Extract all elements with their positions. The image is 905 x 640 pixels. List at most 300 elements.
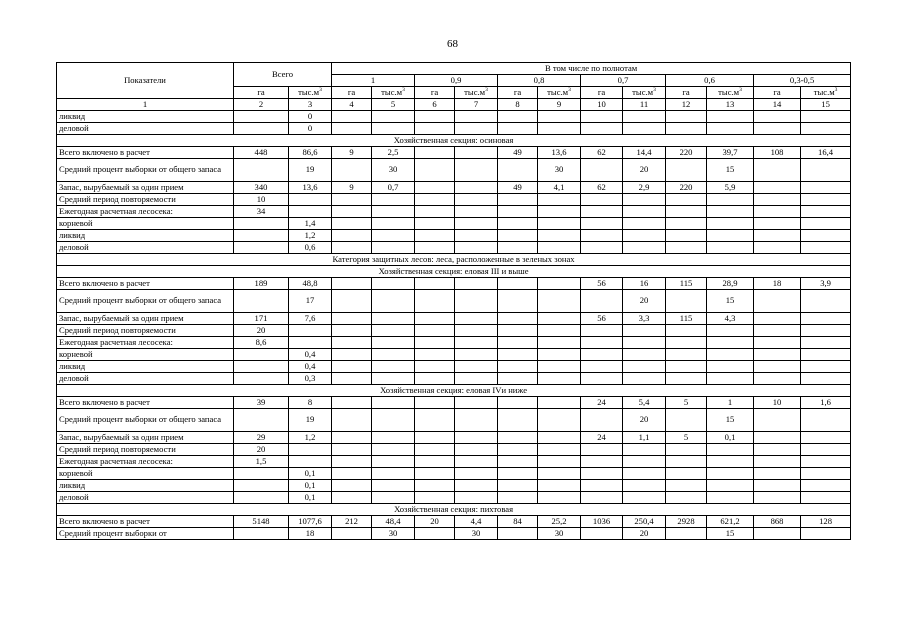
table-cell [455,373,498,385]
table-cell [415,290,455,313]
table-cell [623,111,666,123]
table-cell: 4,1 [538,182,581,194]
table-cell: 9 [332,147,372,159]
table-cell [289,444,332,456]
table-cell [538,194,581,206]
table-cell [332,278,372,290]
table-cell: 19 [289,409,332,432]
table-cell [754,528,801,540]
unit-thous-m3 [623,87,666,99]
table-cell [332,444,372,456]
section-row [57,135,851,147]
table-cell: 20 [623,159,666,182]
column-number: 2 [234,99,289,111]
table-cell [666,206,707,218]
table-cell [801,444,851,456]
table-cell [754,409,801,432]
table-cell [415,278,455,290]
table-row [57,182,851,194]
section-row [57,504,851,516]
table-cell [372,278,415,290]
table-cell [372,230,415,242]
table-cell [372,492,415,504]
table-cell [707,111,754,123]
table-cell [234,492,289,504]
table-cell [498,397,538,409]
table-cell: 0,1 [707,432,754,444]
table-cell [754,444,801,456]
table-cell [707,194,754,206]
table-cell: 212 [332,516,372,528]
table-cell [707,230,754,242]
table-cell [801,456,851,468]
table-cell [623,456,666,468]
table-cell [666,194,707,206]
table-cell [455,337,498,349]
unit-thous-label: тыс.м [813,86,835,97]
unit-ha: га [666,87,707,99]
table-cell: 250,4 [623,516,666,528]
table-cell [415,444,455,456]
table-cell [498,123,538,135]
table-cell [538,349,581,361]
row-label: Всего включено в расчет [57,278,234,290]
table-row [57,456,851,468]
table-cell [623,242,666,254]
unit-thous-m3 [372,87,415,99]
table-cell: 13,6 [289,182,332,194]
table-cell [455,290,498,313]
table-cell: 28,9 [707,278,754,290]
table-cell [801,492,851,504]
table-cell [707,468,754,480]
table-cell [707,349,754,361]
table-cell: 15 [707,528,754,540]
table-cell: 49 [498,147,538,159]
table-cell [455,325,498,337]
density-0-9: 0,9 [415,75,498,87]
table-cell [332,123,372,135]
table-cell [415,159,455,182]
table-cell [372,194,415,206]
table-row [57,516,851,528]
section-row [57,254,851,266]
table-cell [666,123,707,135]
table-cell [455,123,498,135]
table-cell [707,218,754,230]
table-cell [581,456,623,468]
table-cell: 13,6 [538,147,581,159]
table-cell: 48,8 [289,278,332,290]
table-row [57,242,851,254]
table-cell [666,492,707,504]
table-cell [707,373,754,385]
table-cell [754,480,801,492]
table-cell [498,194,538,206]
table-cell [498,432,538,444]
table-cell [754,111,801,123]
table-row [57,278,851,290]
table-cell [581,349,623,361]
column-number: 1 [57,99,234,111]
table-cell [801,230,851,242]
table-cell: 1,4 [289,218,332,230]
table-cell: 0,1 [289,468,332,480]
section-title: Хозяйственная секция: еловая III и выше [57,266,851,278]
table-cell [754,325,801,337]
table-cell [372,313,415,325]
table-cell [754,242,801,254]
table-cell [234,468,289,480]
table-cell [581,159,623,182]
table-cell: 0,4 [289,349,332,361]
table-cell [801,528,851,540]
table-cell [332,337,372,349]
row-label: корневой [57,218,234,230]
table-cell [666,480,707,492]
row-label: Средний процент выборки от общего запаса [57,290,234,313]
table-cell [234,409,289,432]
table-cell [332,373,372,385]
table-cell [372,290,415,313]
table-cell [538,278,581,290]
table-cell [581,444,623,456]
table-row [57,468,851,480]
table-cell [581,242,623,254]
table-cell [538,242,581,254]
table-cell [332,432,372,444]
table-cell [289,194,332,206]
table-cell [372,409,415,432]
table-cell [581,325,623,337]
unit-superscript: 3 [402,86,405,93]
column-number: 10 [581,99,623,111]
table-cell [415,147,455,159]
table-cell [754,159,801,182]
table-cell [538,218,581,230]
table-cell [332,159,372,182]
table-cell [455,492,498,504]
table-row [57,492,851,504]
table-cell: 340 [234,182,289,194]
table-cell [801,159,851,182]
table-cell [707,444,754,456]
table-cell [332,361,372,373]
table-cell [498,206,538,218]
table-cell [332,242,372,254]
table-cell: 4,3 [707,313,754,325]
table-cell [498,159,538,182]
table-row [57,337,851,349]
table-cell [415,456,455,468]
header-indicators: Показатели [57,63,234,99]
table-cell [332,409,372,432]
table-cell [623,361,666,373]
table-cell [455,278,498,290]
row-label: ликвид [57,361,234,373]
table-cell: 1,6 [801,397,851,409]
table-cell: 2,9 [623,182,666,194]
section-title: Хозяйственная секция: пихтовая [57,504,851,516]
table-cell [498,456,538,468]
table-cell: 84 [498,516,538,528]
table-cell: 14,4 [623,147,666,159]
table-cell [538,290,581,313]
table-cell: 1,5 [234,456,289,468]
table-cell: 56 [581,278,623,290]
table-cell [455,468,498,480]
table-cell [707,337,754,349]
table-row [57,111,851,123]
table-cell: 30 [455,528,498,540]
table-cell: 86,6 [289,147,332,159]
table-cell: 115 [666,278,707,290]
table-cell: 16 [623,278,666,290]
table-cell [623,444,666,456]
unit-thous-label: тыс.м [464,86,486,97]
table-cell [707,206,754,218]
table-cell [455,361,498,373]
table-cell [415,206,455,218]
unit-thous-label: тыс.м [298,86,320,97]
column-number: 3 [289,99,332,111]
table-cell [372,456,415,468]
table-cell [707,123,754,135]
table-cell [623,480,666,492]
section-row [57,266,851,278]
table-cell: 20 [234,325,289,337]
table-cell [581,123,623,135]
table-cell [455,444,498,456]
table-cell: 189 [234,278,289,290]
table-cell [332,194,372,206]
table-cell [332,468,372,480]
table-cell [415,325,455,337]
table-row [57,123,851,135]
table-cell: 115 [666,313,707,325]
table-cell [372,218,415,230]
column-number: 4 [332,99,372,111]
row-label: деловой [57,123,234,135]
table-cell [415,123,455,135]
table-cell [372,480,415,492]
table-cell [332,397,372,409]
unit-thous-label: тыс.м [718,86,740,97]
table-cell: 30 [372,159,415,182]
table-cell [754,373,801,385]
table-cell [754,206,801,218]
table-cell [666,349,707,361]
table-cell [754,123,801,135]
table-cell [581,409,623,432]
row-label: деловой [57,242,234,254]
table-cell [538,123,581,135]
section-title: Категория защитных лесов: леса, расположенные в зеленых зонах [57,254,851,266]
table-cell [801,409,851,432]
row-label: Средний период повторяемости [57,444,234,456]
table-cell [415,492,455,504]
table-cell [498,444,538,456]
table-cell [666,528,707,540]
table-cell [372,206,415,218]
table-cell [801,480,851,492]
table-cell [623,123,666,135]
table-cell [415,218,455,230]
table-cell: 108 [754,147,801,159]
unit-superscript: 3 [653,86,656,93]
table-cell: 8 [289,397,332,409]
table-cell [455,242,498,254]
table-cell [455,194,498,206]
row-label: Запас, вырубаемый за один прием [57,432,234,444]
unit-thous-label: тыс.м [547,86,569,97]
column-number: 5 [372,99,415,111]
table-cell: 1,1 [623,432,666,444]
table-cell: 1 [707,397,754,409]
page-number: 68 [447,38,458,50]
table-cell [498,409,538,432]
table-cell [538,432,581,444]
row-label: ликвид [57,230,234,242]
row-label: Ежегодная расчетная лесосека: [57,456,234,468]
row-label: Ежегодная расчетная лесосека: [57,206,234,218]
table-row [57,373,851,385]
unit-thous-m3 [538,87,581,99]
row-label: корневой [57,468,234,480]
row-label: Средний период повторяемости [57,325,234,337]
table-cell [332,480,372,492]
table-cell [666,218,707,230]
table-cell [538,313,581,325]
table-cell [372,361,415,373]
table-cell [234,373,289,385]
table-cell: 5148 [234,516,289,528]
table-cell [372,242,415,254]
table-cell [498,480,538,492]
table-row [57,409,851,432]
table-cell [666,337,707,349]
table-cell: 17 [289,290,332,313]
table-cell [754,194,801,206]
table-cell [801,361,851,373]
table-cell [623,325,666,337]
column-number: 12 [666,99,707,111]
table-cell [754,361,801,373]
table-cell [801,468,851,480]
table-cell: 128 [801,516,851,528]
table-cell: 0,3 [289,373,332,385]
table-cell [372,123,415,135]
column-number: 7 [455,99,498,111]
table-cell [581,337,623,349]
column-number: 9 [538,99,581,111]
column-number: 14 [754,99,801,111]
table-cell [289,206,332,218]
table-cell [623,492,666,504]
header-row-1 [57,63,851,75]
table-cell [372,468,415,480]
table-cell: 24 [581,397,623,409]
table-cell: 2928 [666,516,707,528]
table-cell [332,456,372,468]
table-cell [498,218,538,230]
table-cell: 15 [707,159,754,182]
unit-ha: га [498,87,538,99]
table-cell [234,111,289,123]
table-row [57,147,851,159]
table-cell [498,337,538,349]
table-cell: 3,9 [801,278,851,290]
table-cell [455,147,498,159]
table-cell [623,194,666,206]
table-cell [234,123,289,135]
table-cell: 220 [666,147,707,159]
table-row [57,325,851,337]
table-cell: 868 [754,516,801,528]
table-cell: 8,6 [234,337,289,349]
table-cell [455,480,498,492]
table-cell [234,528,289,540]
table-cell [754,456,801,468]
density-0-6: 0,6 [666,75,754,87]
table-cell [754,182,801,194]
table-cell: 4,4 [455,516,498,528]
table-cell [623,349,666,361]
table-cell [623,373,666,385]
table-cell [623,218,666,230]
unit-superscript: 3 [568,86,571,93]
table-cell [372,444,415,456]
table-cell: 16,4 [801,147,851,159]
table-cell: 20 [415,516,455,528]
table-cell [498,230,538,242]
table-cell [801,218,851,230]
table-cell [332,492,372,504]
table-cell [666,159,707,182]
column-number: 11 [623,99,666,111]
table-cell [538,444,581,456]
table-cell: 15 [707,290,754,313]
column-number: 8 [498,99,538,111]
table-row [57,290,851,313]
table-cell [538,409,581,432]
table-cell: 171 [234,313,289,325]
table-cell [581,206,623,218]
table-cell [707,480,754,492]
table-cell: 2,5 [372,147,415,159]
table-cell [234,349,289,361]
table-cell: 39 [234,397,289,409]
table-row [57,432,851,444]
table-cell: 5 [666,432,707,444]
unit-thous-label: тыс.м [381,86,403,97]
table-cell [234,361,289,373]
table-cell [332,528,372,540]
table-cell [801,325,851,337]
table-cell: 1,2 [289,230,332,242]
table-cell [289,337,332,349]
table-cell [666,373,707,385]
table-cell [289,325,332,337]
table-cell [707,456,754,468]
table-cell: 30 [538,159,581,182]
table-cell [801,373,851,385]
unit-superscript: 3 [739,86,742,93]
table-cell [538,230,581,242]
table-cell [498,373,538,385]
table-cell: 5,4 [623,397,666,409]
table-cell [455,182,498,194]
